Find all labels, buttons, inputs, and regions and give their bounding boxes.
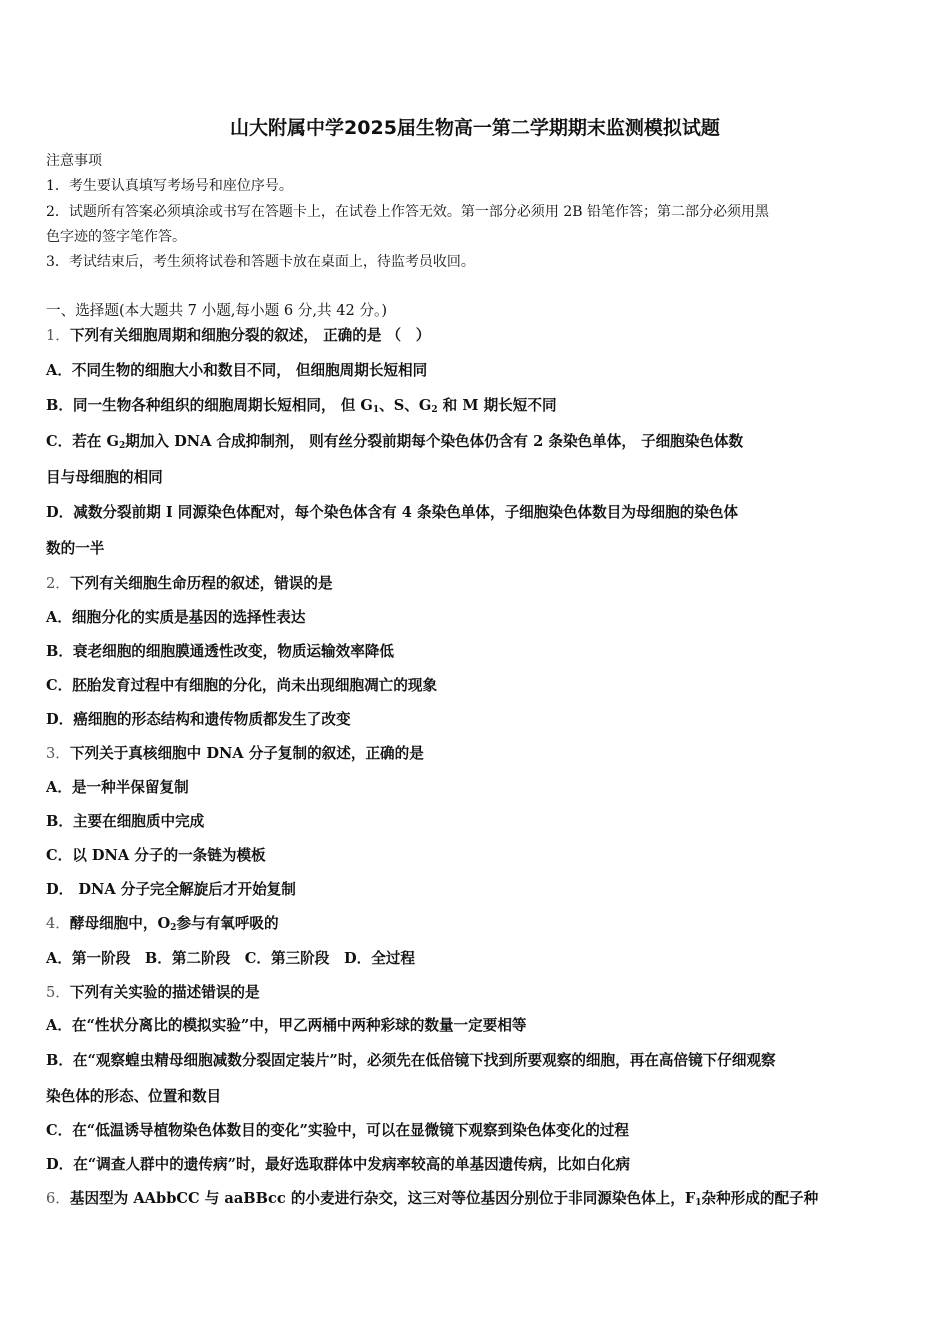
notice-line: 2．试题所有答案必须填涂或书写在答题卡上，在试卷上作答无效。第一部分必须用 2B 铅笔作答；第二部分必须用黑 (46, 204, 769, 220)
question-stem: 下列有关实验的描述错误的是 (69, 984, 260, 1001)
option-2b: B．衰老细胞的细胞膜通透性改变，物质运输效率降低 (46, 643, 394, 660)
option-text: B．同一生物各种组织的细胞周期长短相同， 但 G (46, 397, 373, 414)
option-3d: D． DNA 分子完全解旋后才开始复制 (46, 881, 296, 898)
question-1 (46, 326, 430, 346)
question-stem: 基因型为 AAbbCC 与 aaBBcc 的小麦进行杂交，这三对等位基因分别位于非同源染色体上，F (69, 1190, 696, 1207)
subscript: 2 (118, 441, 126, 451)
question-2 (46, 574, 333, 594)
question-number: 6． (46, 1190, 70, 1207)
option-1a: A．不同生物的细胞大小和数目不同， 但细胞周期长短相同 (46, 362, 428, 379)
question-stem: 下列关于真核细胞中 DNA 分子复制的叙述，正确的是 (69, 745, 424, 762)
question-number: 1． (46, 327, 70, 344)
option-1c-cont: 目与母细胞的相同 (46, 469, 163, 486)
question-5 (46, 983, 260, 1003)
question-4 (46, 914, 279, 938)
notice-heading: 注意事项 (46, 153, 102, 169)
notice-line: 色字迹的签字笔作答。 (46, 229, 186, 245)
question-number: 2． (46, 575, 70, 592)
option-2c: C．胚胎发育过程中有细胞的分化，尚未出现细胞凋亡的现象 (46, 677, 438, 694)
option-5a: A．在“性状分离比的模拟实验”中，甲乙两桶中两种彩球的数量一定要相等 (46, 1017, 527, 1034)
option-3c: C．以 DNA 分子的一条链为模板 (46, 847, 266, 864)
question-stem: 酵母细胞中，O (69, 915, 171, 932)
question-stem: 杂种形成的配子种 (701, 1190, 819, 1207)
option-2d: D．癌细胞的形态结构和遗传物质都发生了改变 (46, 711, 351, 728)
option-1b (46, 396, 557, 420)
notice-line: 3．考试结束后，考生须将试卷和答题卡放在桌面上，待监考员收回。 (46, 254, 475, 270)
option-5d: D．在“调查人群中的遗传病”时，最好选取群体中发病率较高的单基因遗传病，比如白化病 (46, 1156, 631, 1173)
subscript: 1 (695, 1198, 702, 1208)
question-number: 5． (46, 984, 70, 1001)
option-5b-cont: 染色体的形态、位置和数目 (46, 1088, 222, 1105)
option-text: 和 M 期长短不同 (437, 397, 557, 414)
option-1d-cont: 数的一半 (46, 540, 105, 557)
question-number: 3． (46, 745, 70, 762)
option-1c (46, 432, 743, 456)
option-3a: A．是一种半保留复制 (46, 779, 189, 796)
question-stem: 参与有氧呼吸的 (176, 915, 279, 932)
option-5b: B．在“观察蝗虫精母细胞减数分裂固定装片”时，必须先在低倍镜下找到所要观察的细胞，再在高倍镜下仔细观察 (46, 1052, 776, 1069)
option-5c: C．在“低温诱导植物染色体数目的变化”实验中，可以在显微镜下观察到染色体变化的过程 (46, 1122, 629, 1139)
question-stem: 下列有关细胞生命历程的叙述，错误的是 (69, 575, 333, 592)
options-4: A．第一阶段 B．第二阶段 C．第三阶段 D．全过程 (46, 950, 415, 967)
notice-line: 1．考生要认真填写考场号和座位序号。 (46, 178, 293, 194)
question-6 (46, 1189, 818, 1213)
option-text: 、S、G (379, 397, 432, 414)
page-title: 山大附属中学2025届生物高一第二学期期末监测模拟试题 (230, 117, 720, 139)
subscript: 1 (372, 405, 380, 415)
question-3 (46, 744, 424, 764)
subscript: 2 (170, 923, 177, 933)
option-text: C．若在 G (46, 433, 119, 450)
option-text: 期加入 DNA 合成抑制剂， 则有丝分裂前期每个染色体仍含有 2 条染色单体， 子细胞染色体数 (125, 433, 744, 450)
option-2a: A．细胞分化的实质是基因的选择性表达 (46, 609, 306, 626)
option-1d: D．减数分裂前期 I 同源染色体配对，每个染色体含有 4 条染色单体，子细胞染色体数目为母细胞的染色体 (46, 504, 739, 521)
question-stem: 下列有关细胞周期和细胞分裂的叙述， 正确的是 （ ） (69, 327, 431, 344)
subscript: 2 (431, 405, 438, 415)
option-3b: B．主要在细胞质中完成 (46, 813, 205, 830)
question-number: 4． (46, 915, 70, 932)
section-heading: 一、选择题(本大题共 7 小题,每小题 6 分,共 42 分。) (46, 302, 388, 319)
